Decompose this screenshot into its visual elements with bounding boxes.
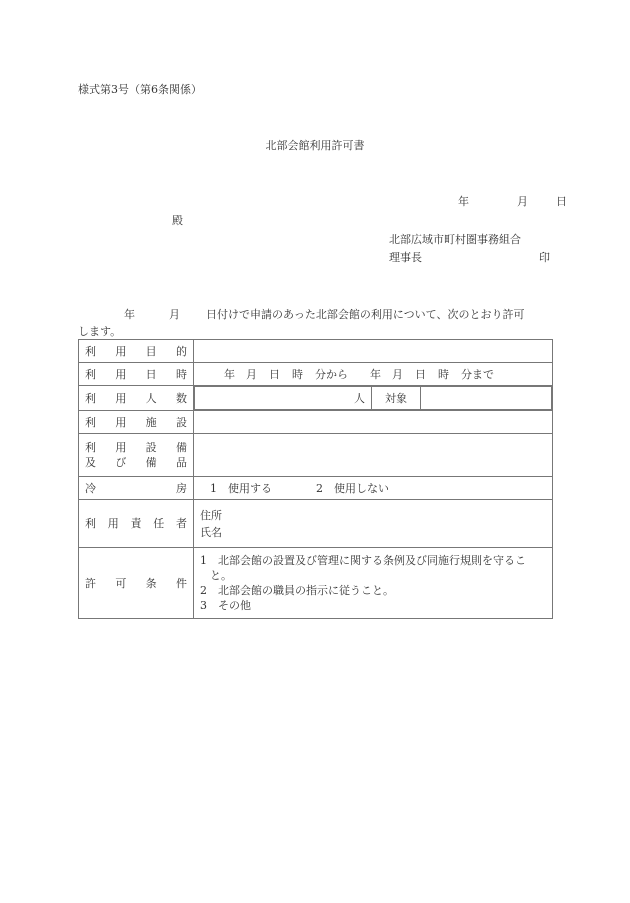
facility-field[interactable]: [194, 411, 553, 434]
addressee-honorific: 殿: [172, 214, 183, 227]
intro-text: 日付けで申請のあった北部会館の利用について、次のとおり許可: [206, 308, 525, 321]
datetime-field[interactable]: 年 月 日 時 分から 年 月 日 時 分まで: [194, 363, 553, 386]
attendee-count-field[interactable]: 人: [195, 387, 372, 410]
date-day: 日: [556, 195, 567, 208]
issue-date: [458, 193, 567, 209]
row-facility: [79, 411, 553, 434]
cooling-options: [194, 477, 553, 500]
issuer-organization: 北部広域市町村圏事務組合: [389, 233, 521, 246]
responsible-person-field[interactable]: [194, 500, 553, 548]
label-equipment: 利 用 設 備 及 び 備 品: [79, 434, 194, 477]
target-label: 対象: [372, 387, 421, 410]
target-field[interactable]: [421, 387, 552, 410]
date-year: 年: [458, 195, 469, 208]
permit-conditions: [194, 548, 553, 619]
label-responsible-person: 利 用 責 任 者: [79, 500, 194, 548]
row-cooling: [79, 477, 553, 500]
name-label: 氏名: [200, 525, 222, 539]
label-datetime: 利 用 日 時: [79, 363, 194, 386]
label-facility: 利 用 施 設: [79, 411, 194, 434]
condition-1-cont: と。: [210, 569, 232, 582]
intro-year: 年: [124, 308, 135, 321]
purpose-field[interactable]: [194, 340, 553, 363]
cooling-option-use[interactable]: 1 使用する: [210, 481, 272, 495]
row-equipment: [79, 434, 553, 477]
form-number: 様式第3号（第6条関係）: [78, 83, 202, 96]
row-purpose: [79, 340, 553, 363]
row-attendees: [79, 386, 553, 411]
label-attendees: 利 用 人 数: [79, 386, 194, 411]
label-permit-conditions: 許 可 条 件: [79, 548, 194, 619]
permit-table: [78, 339, 553, 619]
document-title: 北部会館利用許可書: [265, 139, 365, 152]
equipment-field[interactable]: [194, 434, 553, 477]
condition-2: 2 北部会館の職員の指示に従うこと。: [200, 584, 394, 597]
row-permit-conditions: [79, 548, 553, 619]
issuer-title: 理事長: [389, 251, 422, 264]
label-purpose: 利 用 目 的: [79, 340, 194, 363]
intro-line-2: します。: [78, 325, 122, 338]
condition-3: 3 その他: [200, 599, 251, 612]
label-cooling: 冷 房: [79, 477, 194, 500]
intro-line-1: [78, 306, 552, 322]
condition-1: 1 北部会館の設置及び管理に関する条例及び同施行規則を守るこ: [200, 554, 526, 567]
cooling-option-not-use[interactable]: 2 使用しない: [316, 481, 389, 495]
intro-month: 月: [169, 308, 180, 321]
seal-mark: 印: [539, 251, 550, 264]
address-label: 住所: [200, 508, 222, 522]
row-datetime: [79, 363, 553, 386]
date-month: 月: [517, 195, 528, 208]
row-responsible-person: [79, 500, 553, 548]
